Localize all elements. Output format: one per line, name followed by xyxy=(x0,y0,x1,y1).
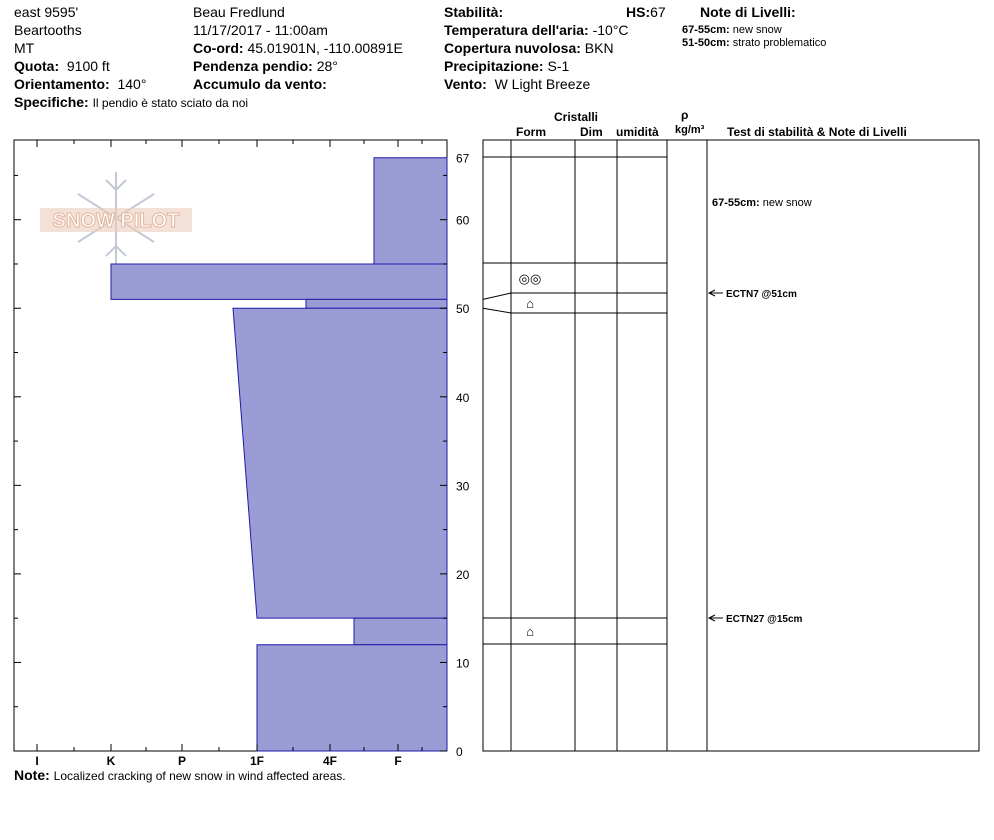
x-tick-label: P xyxy=(177,754,187,768)
form-header: Form xyxy=(516,125,546,139)
x-tick-label: K xyxy=(106,754,116,768)
stability-test-label: ECTN27 @15cm xyxy=(726,614,803,625)
orient-label: Orientamento: xyxy=(14,76,110,92)
quota-value: 9100 ft xyxy=(66,58,110,74)
y-tick-label: 67 xyxy=(456,151,470,166)
umidita-header: umidità xyxy=(616,125,659,139)
pendenza-label: Pendenza pendio: xyxy=(193,58,313,74)
test-notes-header: Test di stabilità & Note di Livelli xyxy=(727,125,907,139)
observer: Beau Fredlund xyxy=(193,4,285,20)
dim-header: Dim xyxy=(580,125,603,139)
stability-test-label: ECTN7 @51cm xyxy=(726,289,797,300)
density-unit-header: kg/m³ xyxy=(675,124,705,136)
hardness-layer xyxy=(257,645,447,751)
crystal-form-symbol: ◎◎ xyxy=(518,271,542,286)
pendenza-value: 28° xyxy=(316,58,338,74)
coord-value: 45.01901N, -110.00891E xyxy=(247,40,403,56)
snowflake-logo-icon xyxy=(40,172,192,264)
datetime: 11/17/2017 - 11:00am xyxy=(193,22,328,38)
layer-connector xyxy=(483,293,511,299)
coord-label: Co-ord: xyxy=(193,40,244,56)
cristalli-header: Cristalli xyxy=(554,110,599,124)
x-tick-label: F xyxy=(394,754,402,768)
specifiche-label: Specifiche: xyxy=(14,94,89,110)
vento-value: W Light Breeze xyxy=(494,76,591,92)
copertura-label: Copertura nuvolosa: xyxy=(444,40,581,56)
hardness-layer xyxy=(111,264,447,299)
temp-label: Temperatura dell'aria: xyxy=(444,22,589,38)
note-label: Note: xyxy=(14,767,50,783)
stabilita-label: Stabilità: xyxy=(444,4,504,20)
precip-label: Precipitazione: xyxy=(444,58,544,74)
quota-label: Quota: xyxy=(14,58,60,74)
copertura-value: BKN xyxy=(584,40,614,56)
note-text: Localized cracking of new snow in wind affected areas. xyxy=(53,769,346,783)
hardness-layer xyxy=(233,308,447,618)
y-tick-label: 20 xyxy=(456,567,470,582)
y-tick-label: 0 xyxy=(456,745,463,759)
location-line-2: Beartooths xyxy=(14,22,82,38)
note-range: 67-55cm: xyxy=(682,24,730,36)
accumulo-label: Accumulo da vento: xyxy=(193,76,327,92)
hardness-layer xyxy=(374,158,447,264)
crystal-form-symbol: ⌂ xyxy=(526,624,534,639)
note-text: strato problematico xyxy=(732,37,827,49)
vento-label: Vento: xyxy=(444,76,487,92)
hardness-layer xyxy=(354,618,447,645)
x-tick-label: 4F xyxy=(322,754,338,768)
layer-note xyxy=(712,197,812,209)
crystal-form-symbol: ⌂ xyxy=(526,296,534,311)
footer-note xyxy=(14,767,346,783)
logo-text: SNOW PILOT xyxy=(52,210,180,232)
hs-label: HS: xyxy=(626,4,651,20)
y-tick-label: 40 xyxy=(456,390,470,405)
x-tick-label: I xyxy=(35,754,39,768)
location-line-1: east 9595' xyxy=(14,4,79,20)
rho-header: ρ xyxy=(681,108,689,122)
layer-note-range: 67-55cm: xyxy=(712,196,763,209)
hs-value: 67 xyxy=(650,4,666,20)
precip-value: S-1 xyxy=(547,58,570,74)
specifiche-value: Il pendio è stato sciato da noi xyxy=(92,96,249,110)
y-tick-label: 30 xyxy=(456,479,470,494)
layer-connector xyxy=(483,308,511,313)
temp-value: -10°C xyxy=(592,22,629,38)
hardness-layer xyxy=(306,299,447,308)
note-livelli-title: Note di Livelli: xyxy=(700,4,796,20)
layer-table-frame xyxy=(483,140,979,751)
note-text: new snow xyxy=(732,24,782,36)
x-tick-label: 1F xyxy=(249,754,265,768)
y-tick-label: 60 xyxy=(456,213,470,228)
layer-note-text: new snow xyxy=(762,196,812,209)
note-range: 51-50cm: xyxy=(682,37,730,49)
y-tick-label: 50 xyxy=(456,302,470,317)
location-line-3: MT xyxy=(14,40,35,56)
y-tick-label: 10 xyxy=(456,656,470,671)
orient-value: 140° xyxy=(117,76,147,92)
